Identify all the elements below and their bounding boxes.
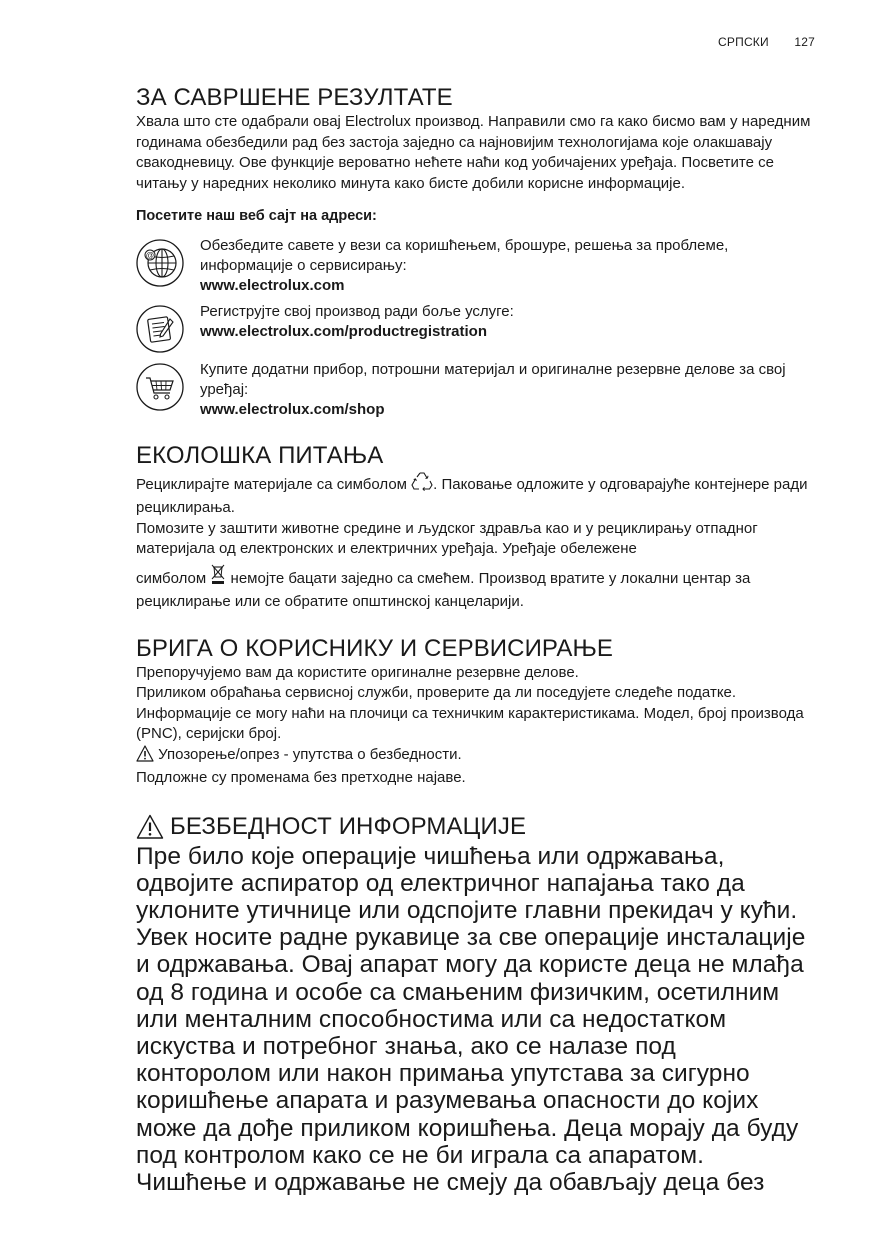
recycle-icon bbox=[411, 470, 433, 499]
crossed-bin-icon bbox=[210, 564, 226, 593]
website-links bbox=[136, 236, 816, 420]
care-line-2: Приликом обраћања сервисној служби, проверите да ли поседујете следеће податке. Информације се могу наћи на плочици са техничким карактеристикама. Модел, број производа (PNC), серијски број. bbox=[136, 684, 804, 742]
intro-paragraph: Хвала што сте одабрали овај Electrolux производ. Направили смо га како бисмо вам у наредним годинама обезбедили рад без застоја заједно са најновијим технологијама које олакшавају свакодневицу. Ове функције вероватно нећете наћи код уобичајених уређаја. Посветите се читању у наредних неколико минута како бисте добили корисне информације. bbox=[136, 113, 811, 192]
link-description: Купите додатни прибор, потрошни материјал и оригиналне резервне делове за свој уређај: bbox=[200, 360, 786, 398]
eco-paragraph-2: Помозите у заштити животне средине и људског здравља као и у рециклирању отпадног материјала од електронских и електричних уређаја. Уређаје обележене bbox=[136, 519, 758, 557]
page-content bbox=[136, 84, 816, 1196]
language-label: СРПСКИ bbox=[718, 35, 769, 49]
section-title-perfect-results: ЗА САВРШЕНЕ РЕЗУЛТАТЕ bbox=[136, 84, 453, 111]
section-perfect-results bbox=[136, 84, 816, 420]
section-title-safety: БЕЗБЕДНОСТ ИНФОРМАЦИЈЕ bbox=[170, 812, 527, 840]
warning-icon bbox=[136, 814, 170, 840]
link-url-electrolux[interactable]: www.electrolux.com bbox=[200, 276, 345, 294]
warning-icon bbox=[136, 745, 154, 769]
eco-paragraph-3: симболом немојте бацати заједно са смећем. Производ вратите у локални центар за рециклирање или се обратите општинској канцеларији. bbox=[136, 564, 816, 613]
section-title-customer-care: БРИГА О КОРИСНИКУ И СЕРВИСИРАЊЕ bbox=[136, 634, 613, 662]
section-safety-information bbox=[136, 813, 816, 1197]
page-number: 127 bbox=[794, 35, 815, 49]
page-header bbox=[718, 35, 815, 49]
link-description: Обезбедите савете у вези са коришћењем, брошуре, решења за проблеме, информације о сервисирању: bbox=[200, 236, 729, 274]
link-url-productregistration[interactable]: www.electrolux.com/productregistration bbox=[200, 322, 487, 340]
link-row-registration bbox=[136, 302, 816, 354]
care-line-3: Подложне су променама без претходне најаве. bbox=[136, 769, 466, 786]
section-title-environmental: ЕКОЛОШКА ПИТАЊА bbox=[136, 441, 384, 469]
safety-body: Пре било које операције чишћења или одржавања, одвојите аспиратор од електричног напајања тако да уклоните утичнице или одспојите главни прекидач у кући. Увек носите радне рукавице за све операције инсталације и одржавања. Овај апарат могу да користе деца не млађа од 8 година и особе са смањеним физичким, осетилним или менталним способностима или са недостатком искуства и потребног знања, ако се налазе под конторолом или након примања упутстава за сигурно коришћење апарата и разумевања опасности до којих може да дође приликом коришћења. Деца морају да буду под контролом како се не би играла са апаратом. Чишћење и одржавање не смеју да обављају деца без bbox=[136, 842, 806, 1196]
svg-text:@: @ bbox=[145, 249, 155, 260]
eco-paragraph-1: Рециклирајте материјале са симболом . Паковање одложите у одговарајуће контејнере ради рециклирања. bbox=[136, 470, 816, 519]
link-url-shop[interactable]: www.electrolux.com/shop bbox=[200, 400, 385, 418]
care-line-1: Препоручујемо вам да користите оригиналне резервне делове. bbox=[136, 663, 579, 681]
shopping-cart-icon bbox=[135, 362, 185, 412]
registration-form-icon bbox=[135, 304, 185, 354]
link-row-support bbox=[136, 236, 816, 296]
link-row-shop bbox=[136, 360, 816, 420]
section-environmental bbox=[136, 442, 816, 613]
care-warning-line: Упозорење/опрез - упутства о безбедности. bbox=[136, 745, 816, 769]
globe-icon bbox=[135, 238, 185, 288]
section-customer-care bbox=[136, 635, 816, 789]
visit-website-label: Посетите наш веб сајт на адреси: bbox=[136, 208, 377, 224]
link-description: Региструјте свој производ ради боље услуге: bbox=[200, 302, 514, 320]
